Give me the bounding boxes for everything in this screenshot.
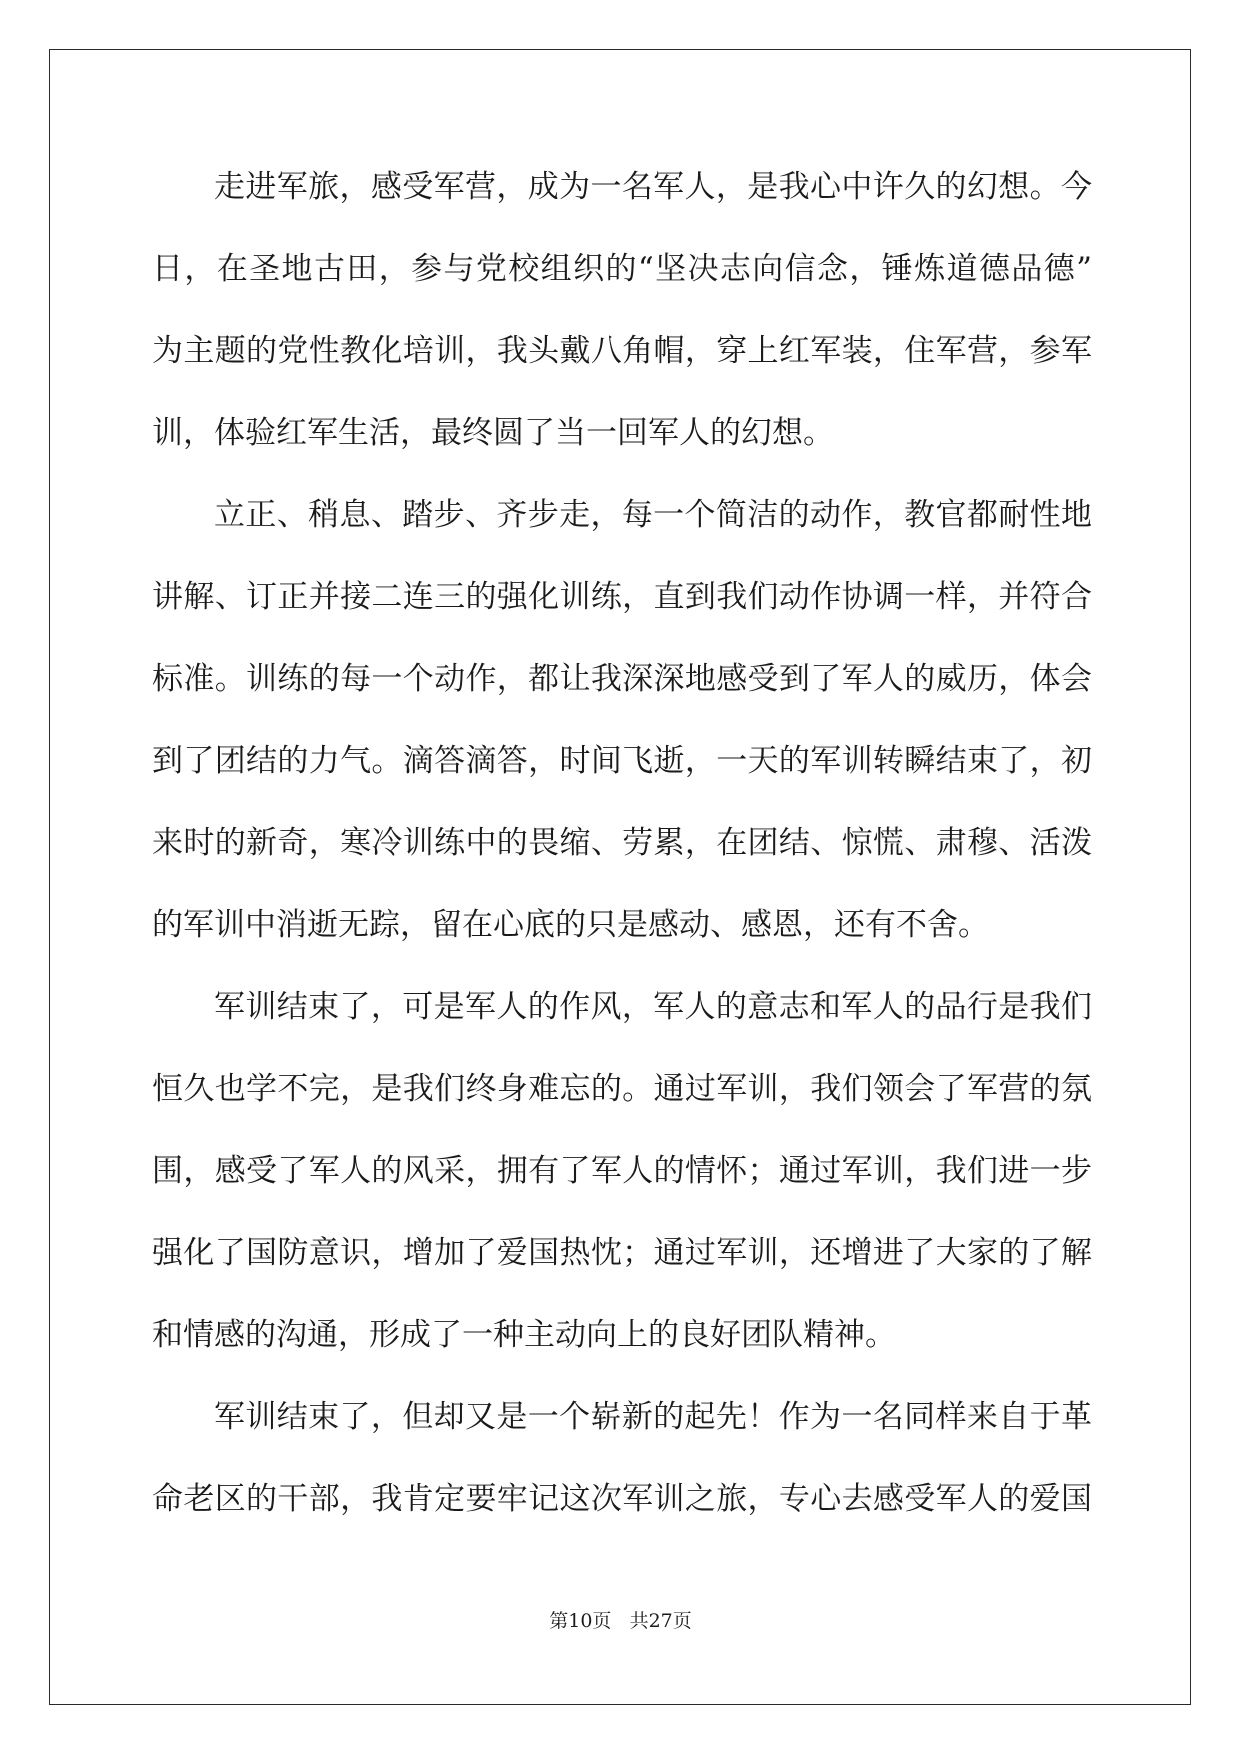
paragraph-line: 到了团结的力气。滴答滴答，时间飞逝，一天的军训转瞬结束了，初: [152, 743, 1092, 779]
paragraph-line: 走进军旅，感受军营，成为一名军人，是我心中许久的幻想。今: [214, 169, 1092, 205]
paragraph-line: 来时的新奇，寒冷训练中的畏缩、劳累，在团结、惊慌、肃穆、活泼: [152, 825, 1092, 861]
paragraph-line: 强化了国防意识，增加了爱国热忱；通过军训，还增进了大家的了解: [152, 1235, 1092, 1271]
page-number: 第10页: [549, 1610, 612, 1632]
paragraph-line: 军训结束了，可是军人的作风，军人的意志和军人的品行是我们: [214, 989, 1092, 1025]
paragraph-line: 恒久也学不完，是我们终身难忘的。通过军训，我们领会了军营的氛: [152, 1071, 1092, 1107]
page-total: 共27页: [629, 1610, 692, 1632]
paragraph-line: 和情感的沟通，形成了一种主动向上的良好团队精神。: [152, 1317, 896, 1353]
paragraph-line: 标准。训练的每一个动作，都让我深深地感受到了军人的威历，体会: [152, 661, 1092, 697]
paragraph-line: 日，在圣地古田，参与党校组织的“坚决志向信念，锤炼道德品德”: [152, 251, 1092, 287]
paragraph-line: 的军训中消逝无踪，留在心底的只是感动、感恩，还有不舍。: [152, 907, 989, 943]
paragraph-line: 为主题的党性教化培训，我头戴八角帽，穿上红军装，住军营，参军: [152, 333, 1092, 369]
paragraph-line: 讲解、订正并接二连三的强化训练，直到我们动作协调一样，并符合: [152, 579, 1092, 615]
paragraph-line: 军训结束了，但却又是一个崭新的起先！作为一名同样来自于革: [214, 1399, 1092, 1435]
paragraph-line: 训，体验红军生活，最终圆了当一回军人的幻想。: [152, 415, 834, 451]
paragraph-line: 立正、稍息、踏步、齐步走，每一个简洁的动作，教官都耐性地: [214, 497, 1092, 533]
page-footer: [0, 1606, 1241, 1633]
paragraph-line: 围，感受了军人的风采，拥有了军人的情怀；通过军训，我们进一步: [152, 1153, 1092, 1189]
paragraph-line: 命老区的干部，我肯定要牢记这次军训之旅，专心去感受军人的爱国: [152, 1481, 1092, 1517]
document-body: [152, 163, 1092, 1557]
